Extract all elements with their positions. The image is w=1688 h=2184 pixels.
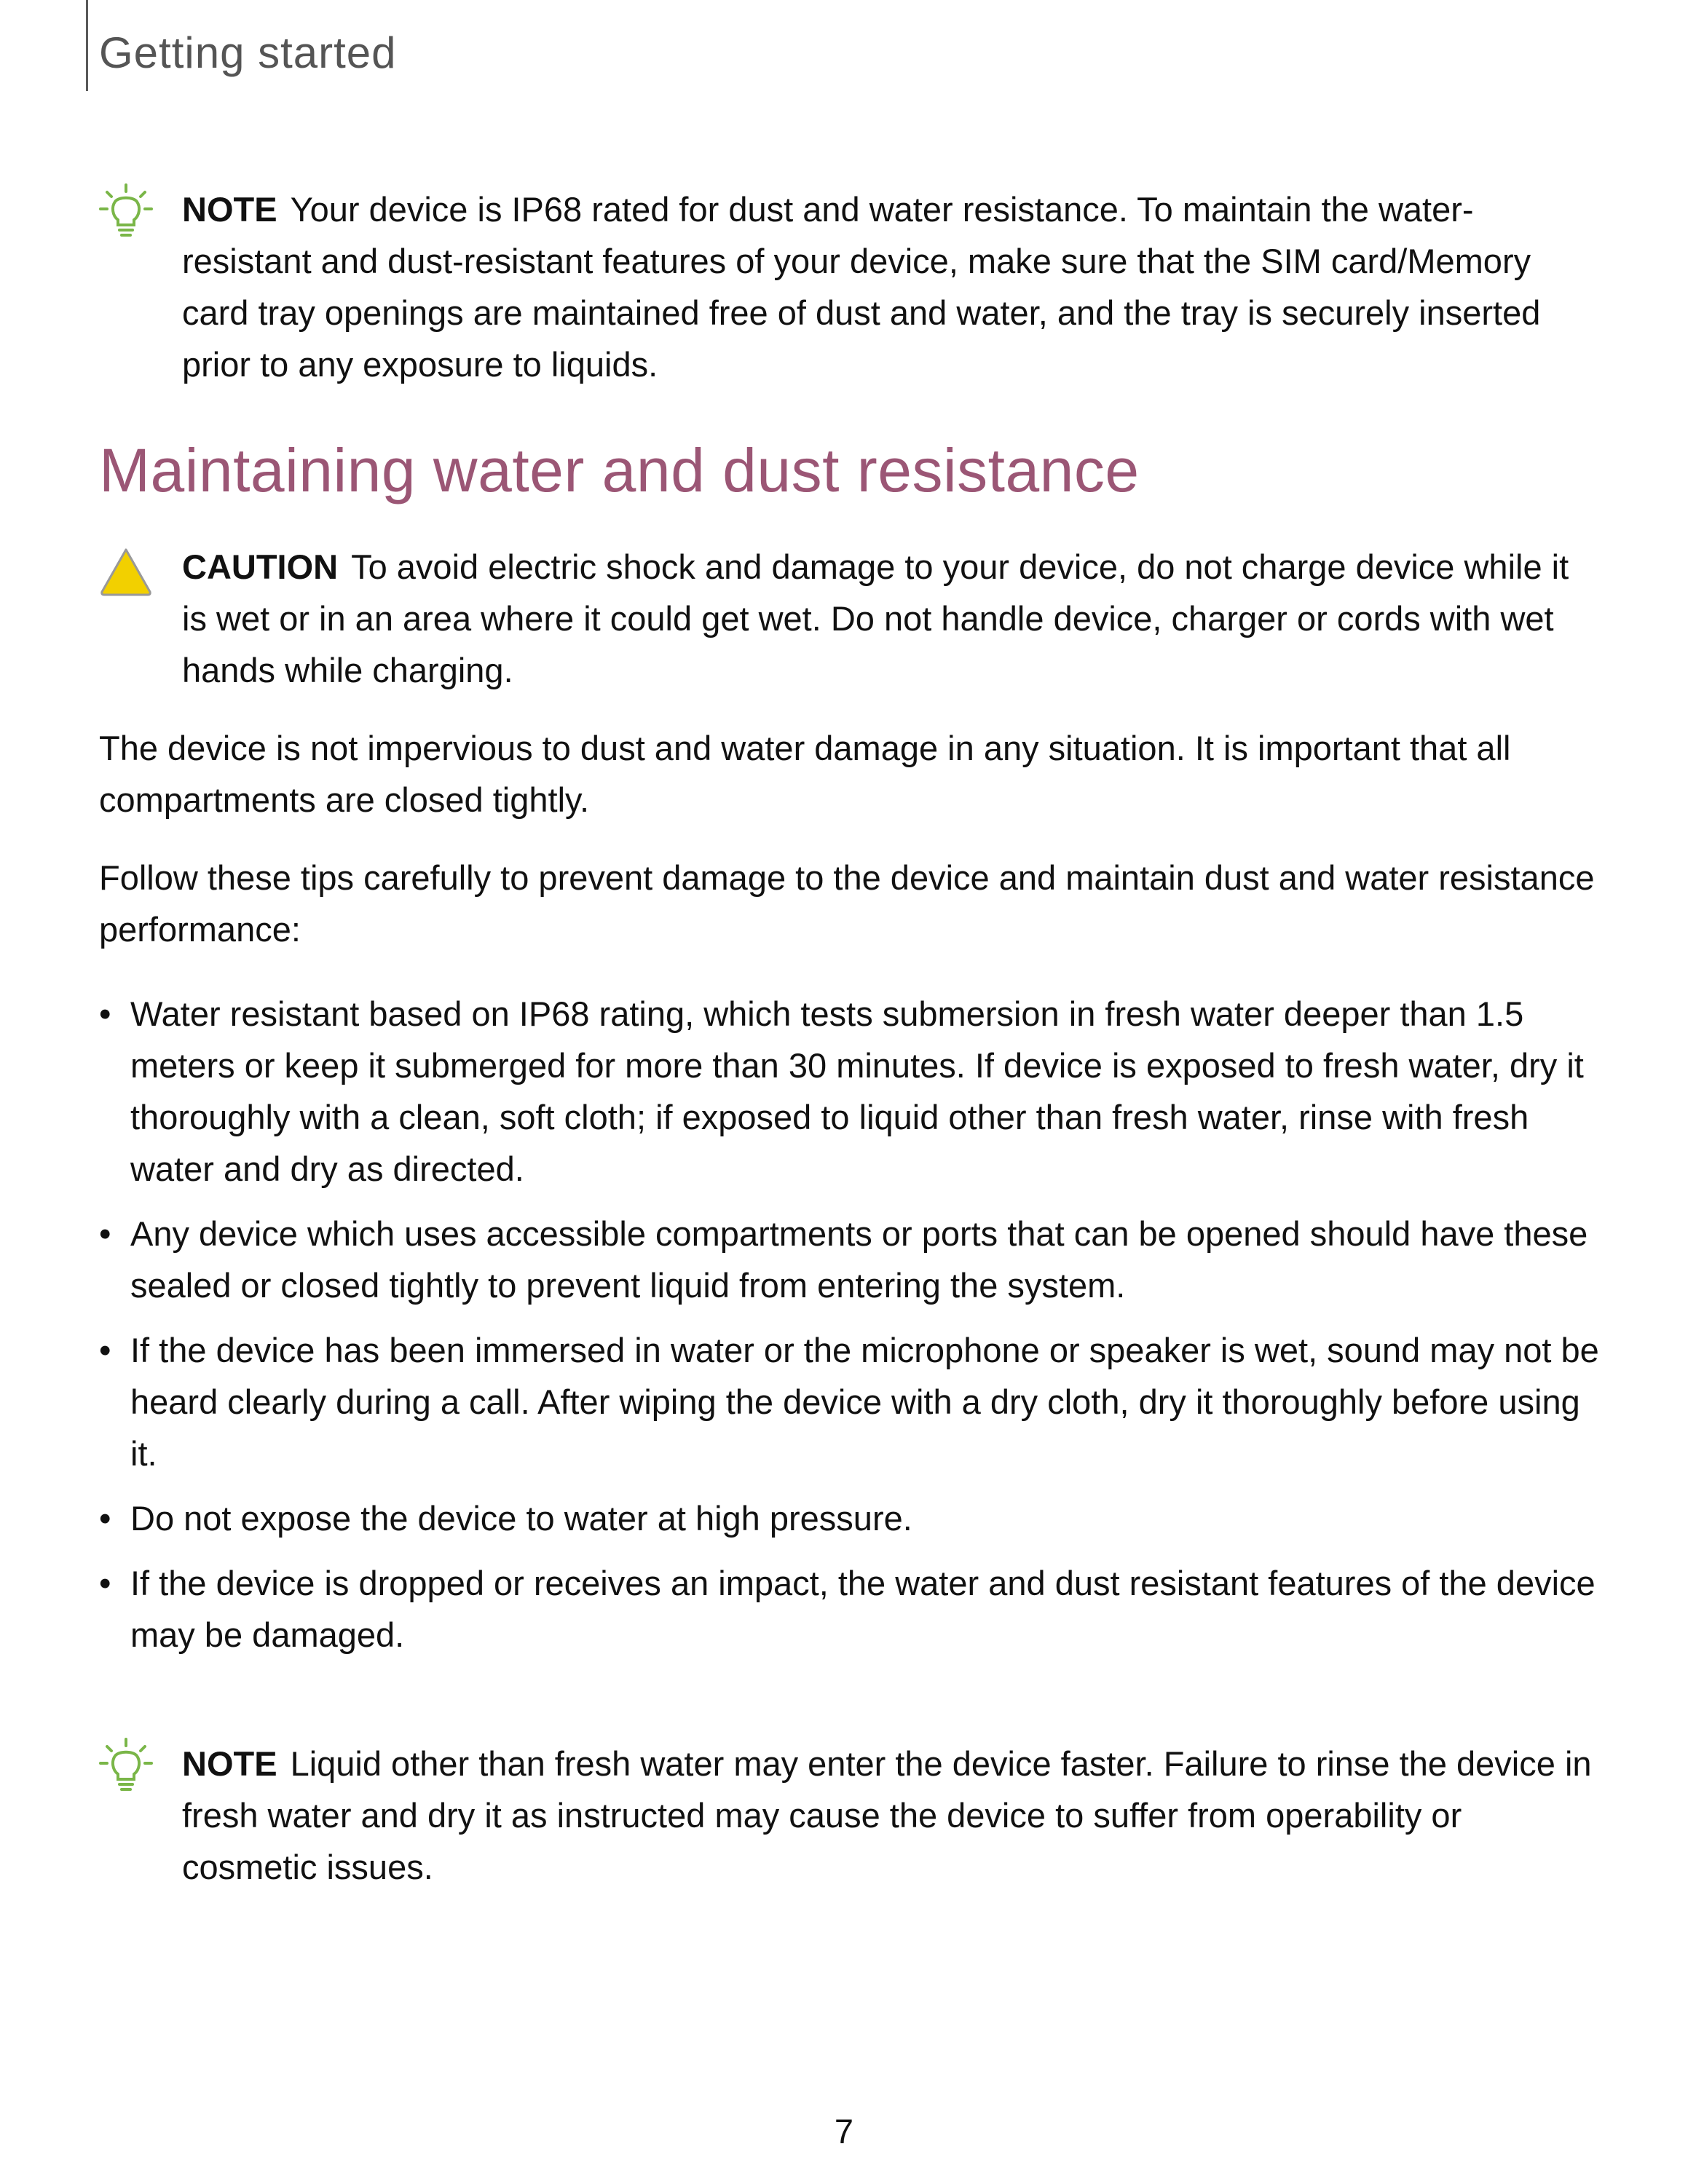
note-label: NOTE	[182, 1744, 277, 1783]
list-item-text: Any device which uses accessible compartments or ports that can be opened should have these sealed or closed tightly to prevent liquid from entering the system.	[130, 1214, 1588, 1305]
list-item-text: Water resistant based on IP68 rating, which tests submersion in fresh water deeper than 1.5 meters or keep it submerged for more than 30 minutes. If device is exposed to fresh water, dry it thoroughly with a clean, soft cloth; if exposed to liquid other than fresh water, rinse with fresh water and dry as directed.	[130, 994, 1584, 1188]
list-item	[99, 988, 1614, 1195]
paragraph: Follow these tips carefully to prevent damage to the device and maintain dust and water resistance performance:	[99, 858, 1595, 949]
list-item	[99, 1492, 1614, 1544]
list-item	[99, 1208, 1614, 1311]
lightbulb-icon	[99, 1738, 153, 1792]
list-item	[99, 1557, 1614, 1661]
note-text-block	[182, 1738, 1599, 1893]
paragraph: The device is not impervious to dust and water damage in any situation. It is important that all compartments are closed tightly.	[99, 729, 1511, 819]
bullet: •	[99, 1499, 111, 1538]
bullet: •	[99, 1214, 111, 1253]
bullet: •	[99, 1331, 111, 1369]
caution-text-block	[182, 541, 1599, 696]
bullet: •	[99, 994, 111, 1033]
list-item-text: Do not expose the device to water at high pressure.	[130, 1499, 912, 1538]
note-callout	[99, 183, 1599, 390]
note-text: Liquid other than fresh water may enter the device faster. Failure to rinse the device in fresh water and dry it as instructed may cause the device to suffer from operability or cosmetic issues.	[182, 1744, 1592, 1886]
page-number: 7	[834, 2112, 854, 2151]
note-callout	[99, 1738, 1599, 1893]
note-text-block	[182, 183, 1599, 390]
note-label: NOTE	[182, 190, 277, 229]
note-text: Your device is IP68 rated for dust and water resistance. To maintain the water-resistant and dust-resistant features of your device, make sure that the SIM card/Memory card tray openings are maintained free of dust and water, and the tray is securely inserted prior to any exposure to liquids.	[182, 190, 1541, 384]
section-heading: Maintaining water and dust resistance	[99, 436, 1140, 505]
list-item-text: If the device has been immersed in water or the microphone or speaker is wet, sound may not be heard clearly during a call. After wiping the device with a dry cloth, dry it thoroughly before using it.	[130, 1331, 1599, 1473]
tips-list	[99, 988, 1614, 1674]
warning-triangle-icon	[99, 545, 153, 599]
list-item-text: If the device is dropped or receives an impact, the water and dust resistant features of the device may be damaged.	[130, 1564, 1596, 1654]
header-divider	[86, 0, 88, 91]
lightbulb-icon	[99, 183, 153, 237]
list-item	[99, 1324, 1614, 1479]
caution-callout	[99, 541, 1599, 696]
caution-text: To avoid electric shock and damage to your device, do not charge device while it is wet or in an area where it could get wet. Do not handle device, charger or cords with wet hands while charging.	[182, 547, 1569, 689]
section-header: Getting started	[99, 28, 397, 77]
bullet: •	[99, 1564, 111, 1602]
caution-label: CAUTION	[182, 547, 339, 586]
